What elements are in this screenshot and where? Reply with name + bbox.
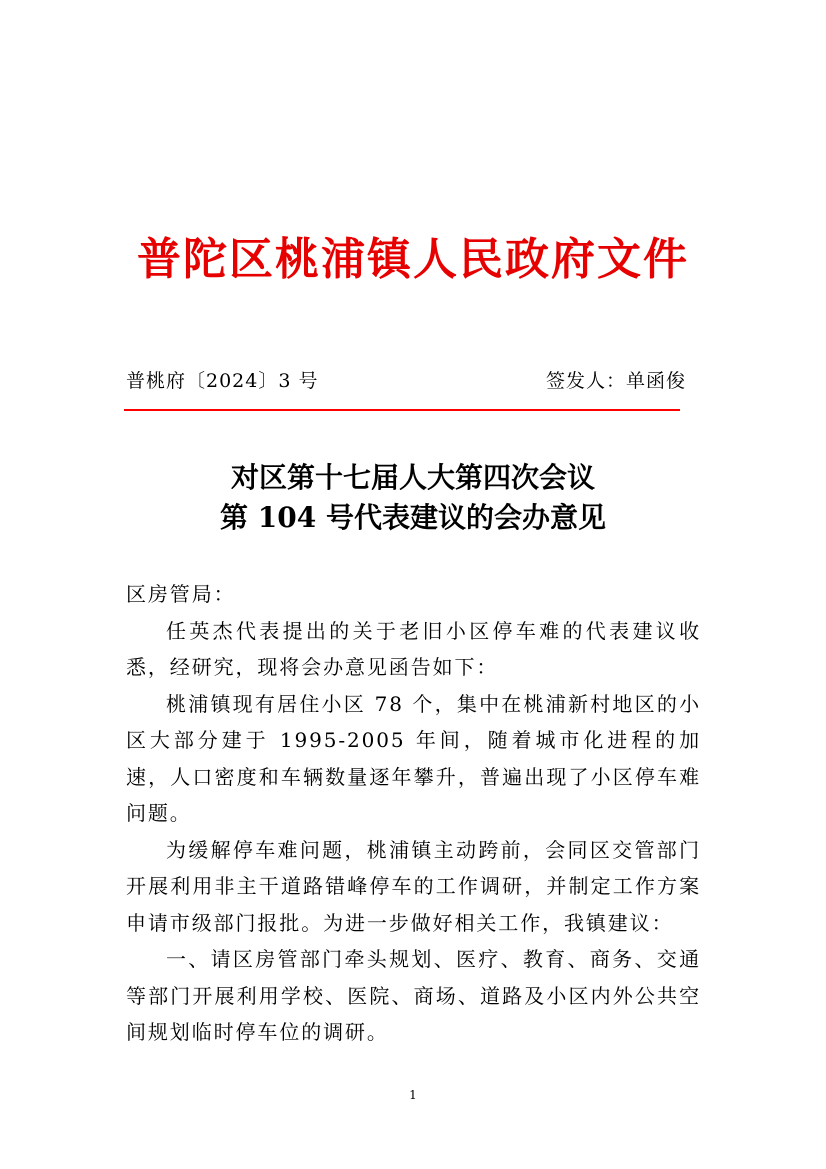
body-paragraph-3: 为缓解停车难问题，桃浦镇主动跨前，会同区交管部门开展利用非主干道路错峰停车的工作调研，并制定工作方案申请市级部门报批。为进一步做好相关工作，我镇建议： [126, 837, 701, 935]
signer: 签发人：单函俊 [545, 370, 686, 392]
page-number: 1 [409, 1088, 417, 1102]
document-title [0, 458, 826, 538]
body-paragraph-1: 任英杰代表提出的关于老旧小区停车难的代表建议收悉，经研究，现将会办意见函告如下： [126, 618, 701, 679]
body-paragraph-2: 桃浦镇现有居住小区 78 个，集中在桃浦新村地区的小区大部分建于 1995-2005 年间，随着城市化进程的加速，人口密度和车辆数量逐年攀升，普遍出现了小区停车难问题。 [126, 691, 701, 825]
red-separator-line [124, 409, 680, 411]
document-body [126, 576, 701, 1051]
document-meta-row [126, 366, 686, 396]
issuing-authority-header: 普陀区桃浦镇人民政府文件 [137, 234, 689, 285]
salutation: 区房管局： [126, 582, 236, 606]
document-number: 普桃府〔2024〕3 号 [126, 370, 319, 392]
document-title-line-2: 第 104 号代表建议的会办意见 [220, 501, 606, 534]
document-title-line-1: 对区第十七届人大第四次会议 [230, 461, 595, 494]
body-paragraph-4: 一、请区房管部门牵头规划、医疗、教育、商务、交通等部门开展利用学校、医院、商场、道路及小区内外公共空间规划临时停车位的调研。 [126, 947, 701, 1044]
